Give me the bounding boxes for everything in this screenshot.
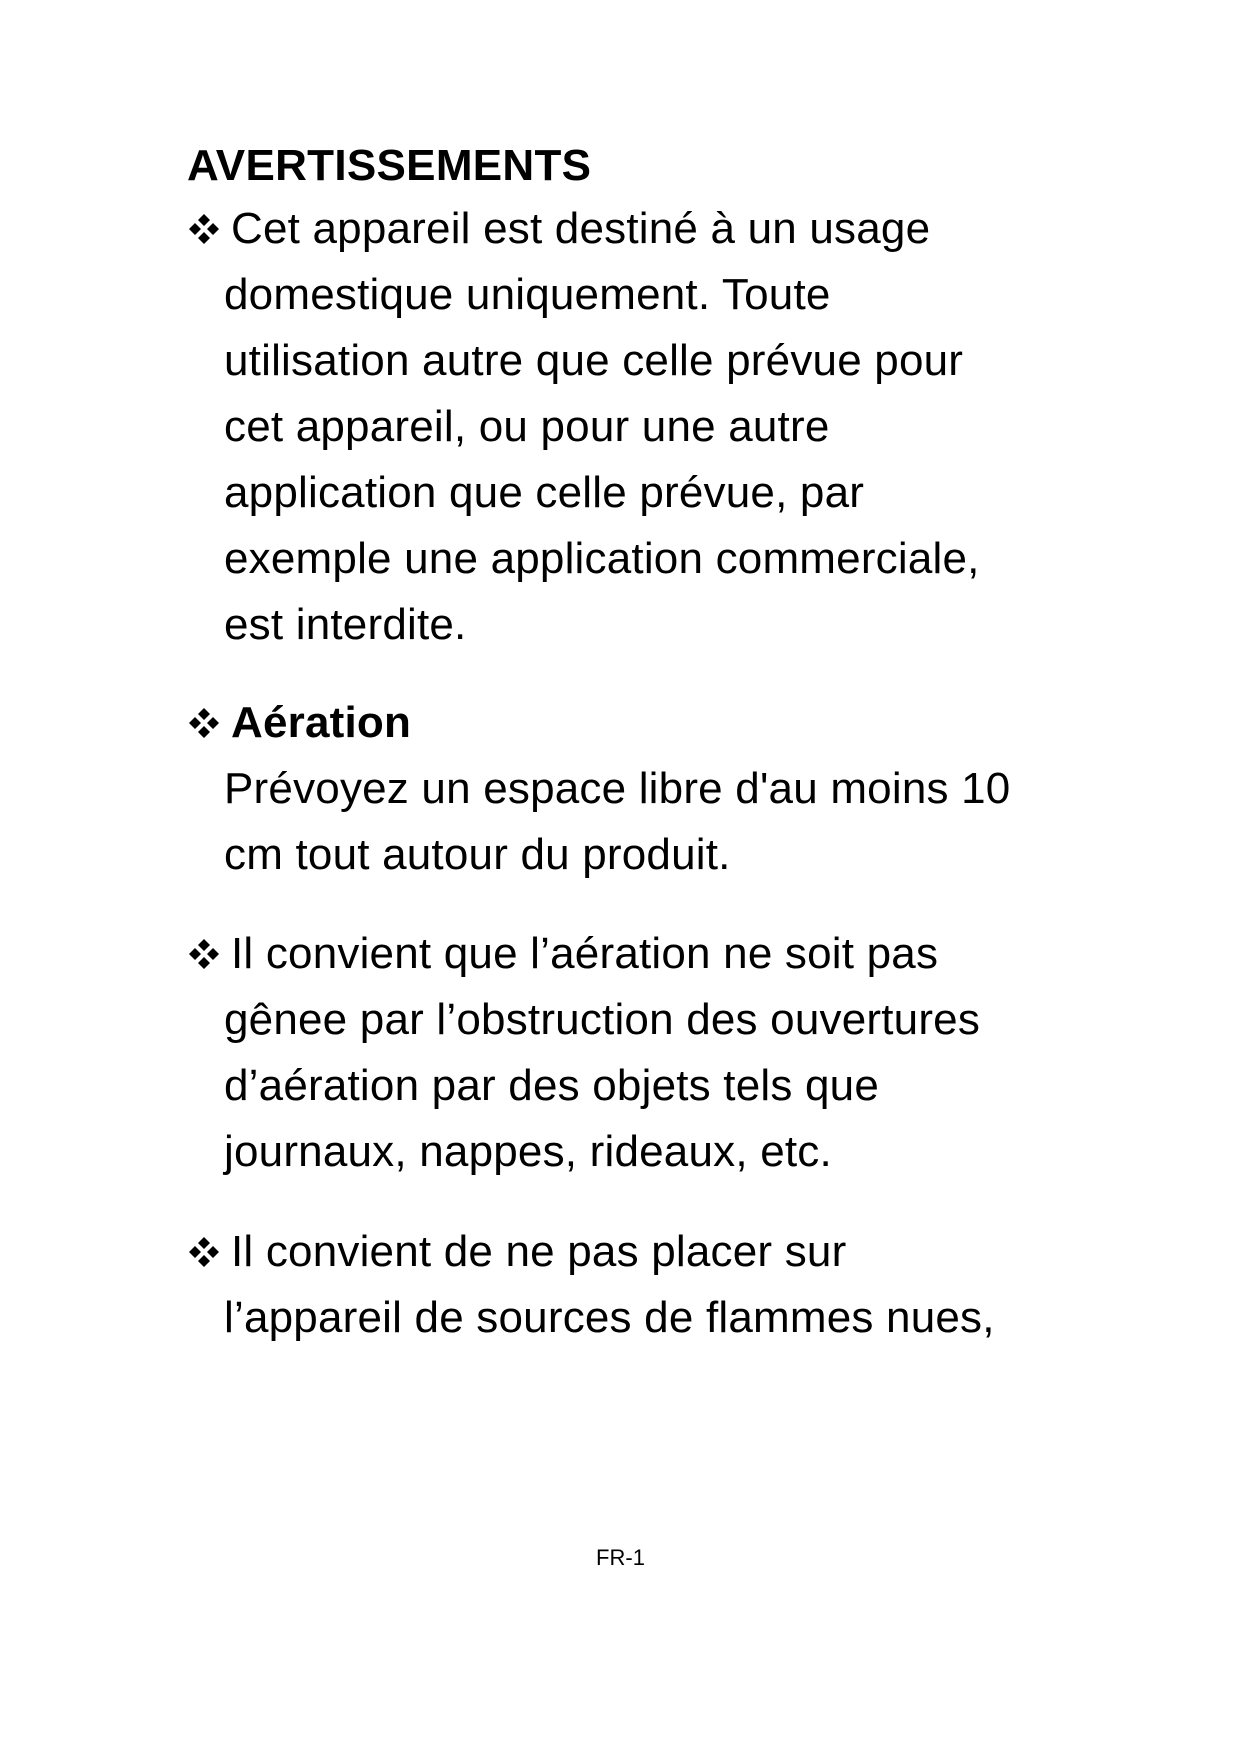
item-text-line: journaux, nappes, rideaux, etc. xyxy=(224,1127,832,1176)
warning-item-flames xyxy=(187,1219,1107,1351)
item-text-line: domestique uniquement. Toute xyxy=(224,270,831,319)
page-number: FR-1 xyxy=(596,1545,645,1570)
item-text-line: application que celle prévue, par xyxy=(224,468,865,517)
item-text-line: d’aération par des objets tels que xyxy=(224,1061,880,1110)
item-text-line: gênee par l’obstruction des ouvertures xyxy=(224,995,981,1044)
warning-item-usage xyxy=(187,196,1107,658)
four-diamond-bullet-icon xyxy=(187,937,221,971)
warning-item-ventilation xyxy=(187,690,1107,888)
item-text-line: Il convient de ne pas placer sur xyxy=(231,1227,847,1276)
item-title: Aération xyxy=(231,698,412,747)
item-text-line: exemple une application commerciale, xyxy=(224,534,980,583)
item-text-line: Il convient que l’aération ne soit pas xyxy=(231,929,939,978)
item-text-line: Prévoyez un espace libre d'au moins 10 xyxy=(224,764,1011,813)
page-heading: AVERTISSEMENTS xyxy=(187,141,592,190)
item-text-line: cm tout autour du produit. xyxy=(224,830,731,879)
item-text-line: est interdite. xyxy=(224,600,467,649)
four-diamond-bullet-icon xyxy=(187,1235,221,1269)
four-diamond-bullet-icon xyxy=(187,212,221,246)
item-text-line: cet appareil, ou pour une autre xyxy=(224,402,830,451)
item-text-line: l’appareil de sources de flammes nues, xyxy=(224,1293,995,1342)
warning-item-obstruction xyxy=(187,921,1107,1185)
item-text-line: Cet appareil est destiné à un usage xyxy=(231,204,931,253)
four-diamond-bullet-icon xyxy=(187,706,221,740)
item-text-line: utilisation autre que celle prévue pour xyxy=(224,336,964,385)
